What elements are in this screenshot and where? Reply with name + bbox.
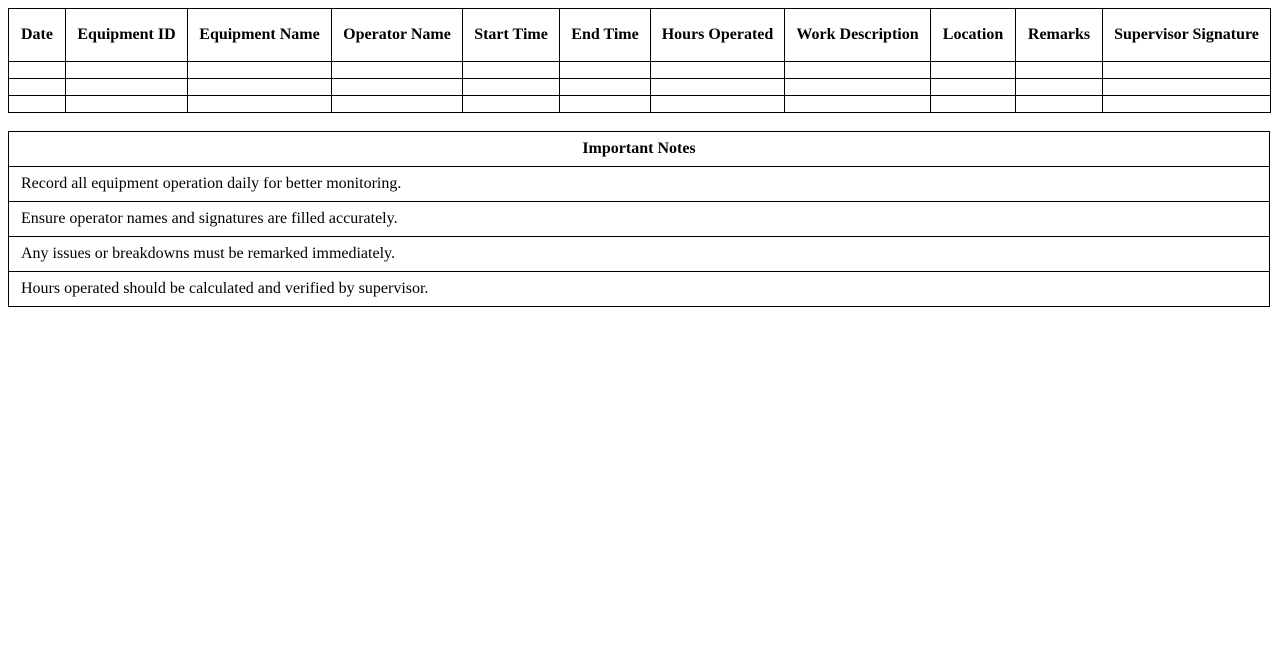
cell-equipment-id[interactable] [66, 96, 188, 113]
header-supervisor-signature: Supervisor Signature [1103, 9, 1271, 62]
note-item: Ensure operator names and signatures are filled accurately. [9, 202, 1270, 237]
cell-operator-name[interactable] [332, 79, 463, 96]
cell-operator-name[interactable] [332, 62, 463, 79]
notes-header-row [9, 132, 1270, 167]
cell-end-time[interactable] [560, 62, 651, 79]
cell-location[interactable] [931, 79, 1016, 96]
header-date: Date [9, 9, 66, 62]
cell-equipment-name[interactable] [188, 62, 332, 79]
cell-location[interactable] [931, 62, 1016, 79]
header-equipment-id: Equipment ID [66, 9, 188, 62]
cell-end-time[interactable] [560, 79, 651, 96]
cell-equipment-name[interactable] [188, 79, 332, 96]
cell-location[interactable] [931, 96, 1016, 113]
header-hours-operated: Hours Operated [651, 9, 785, 62]
note-item: Any issues or breakdowns must be remarked immediately. [9, 237, 1270, 272]
cell-supervisor-signature[interactable] [1103, 79, 1271, 96]
note-row [9, 167, 1270, 202]
cell-work-description[interactable] [785, 96, 931, 113]
cell-operator-name[interactable] [332, 96, 463, 113]
cell-equipment-name[interactable] [188, 96, 332, 113]
cell-start-time[interactable] [463, 62, 560, 79]
header-end-time: End Time [560, 9, 651, 62]
header-start-time: Start Time [463, 9, 560, 62]
cell-equipment-id[interactable] [66, 79, 188, 96]
equipment-log-table [8, 8, 1271, 113]
cell-supervisor-signature[interactable] [1103, 96, 1271, 113]
cell-hours-operated[interactable] [651, 62, 785, 79]
header-work-description: Work Description [785, 9, 931, 62]
note-row [9, 202, 1270, 237]
cell-start-time[interactable] [463, 79, 560, 96]
table-row [9, 96, 1271, 113]
cell-remarks[interactable] [1016, 96, 1103, 113]
note-row [9, 237, 1270, 272]
cell-remarks[interactable] [1016, 62, 1103, 79]
cell-hours-operated[interactable] [651, 96, 785, 113]
cell-equipment-id[interactable] [66, 62, 188, 79]
cell-date[interactable] [9, 79, 66, 96]
cell-start-time[interactable] [463, 96, 560, 113]
cell-hours-operated[interactable] [651, 79, 785, 96]
cell-work-description[interactable] [785, 79, 931, 96]
cell-work-description[interactable] [785, 62, 931, 79]
header-row [9, 9, 1271, 62]
cell-supervisor-signature[interactable] [1103, 62, 1271, 79]
cell-date[interactable] [9, 62, 66, 79]
note-row [9, 272, 1270, 307]
section-spacer [8, 113, 1270, 131]
header-equipment-name: Equipment Name [188, 9, 332, 62]
cell-date[interactable] [9, 96, 66, 113]
header-remarks: Remarks [1016, 9, 1103, 62]
page [0, 0, 1278, 307]
cell-remarks[interactable] [1016, 79, 1103, 96]
cell-end-time[interactable] [560, 96, 651, 113]
header-operator-name: Operator Name [332, 9, 463, 62]
table-row [9, 62, 1271, 79]
note-item: Hours operated should be calculated and verified by supervisor. [9, 272, 1270, 307]
header-location: Location [931, 9, 1016, 62]
table-row [9, 79, 1271, 96]
notes-title: Important Notes [9, 132, 1270, 167]
note-item: Record all equipment operation daily for better monitoring. [9, 167, 1270, 202]
important-notes-table [8, 131, 1270, 307]
